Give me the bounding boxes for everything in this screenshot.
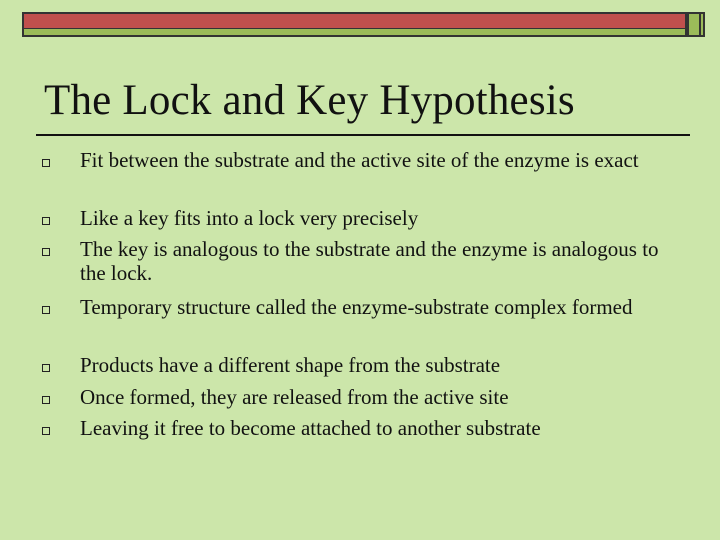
hollow-square-icon <box>42 217 50 225</box>
bullet-text: The key is analogous to the substrate and the enzyme is analogous to the lock. <box>80 237 659 285</box>
slide-title: The Lock and Key Hypothesis <box>44 77 575 124</box>
hollow-square-icon <box>42 248 50 256</box>
bullet-text: Products have a different shape from the substrate <box>80 353 501 377</box>
hollow-square-icon <box>42 396 50 404</box>
bullet-text: Fit between the substrate and the active site of the enzyme is exact <box>80 148 639 172</box>
bullet-text: Like a key fits into a lock very precisely <box>80 206 419 230</box>
hollow-square-icon <box>42 364 50 372</box>
hollow-square-icon <box>42 159 50 167</box>
bullet-text: Leaving it free to become attached to another substrate <box>80 416 541 440</box>
bullet-text: Once formed, they are released from the active site <box>80 385 509 409</box>
bullet-text: Temporary structure called the enzyme-substrate complex formed <box>80 295 633 319</box>
hollow-square-icon <box>42 427 50 435</box>
hollow-square-icon <box>42 306 50 314</box>
